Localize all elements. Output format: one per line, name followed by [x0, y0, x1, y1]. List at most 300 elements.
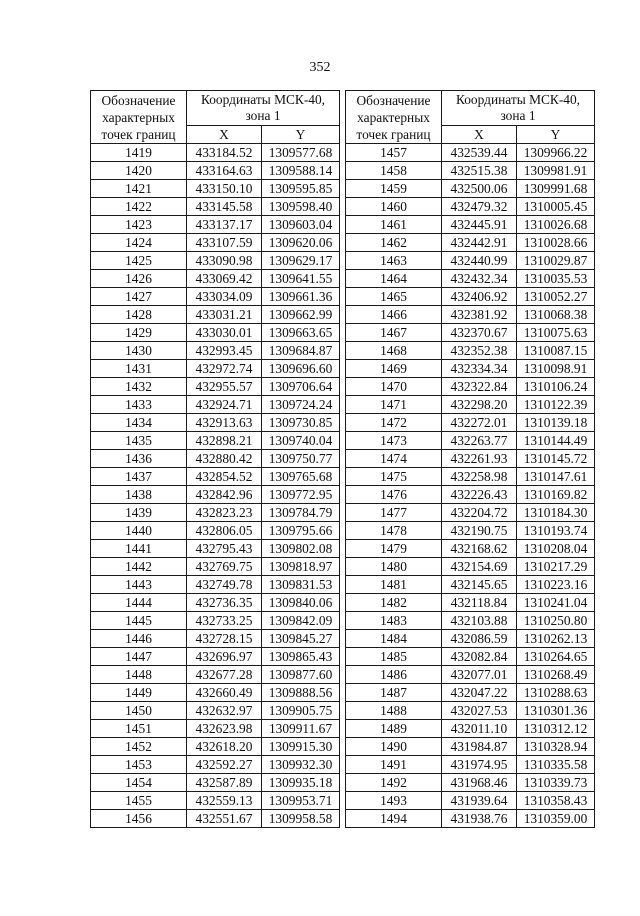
table-row [91, 450, 340, 468]
y-coordinate-cell: 1309629.17 [262, 252, 340, 270]
y-coordinate-cell: 1309588.14 [262, 162, 340, 180]
point-id-cell: 1425 [91, 252, 187, 270]
x-coordinate-cell: 432677.28 [187, 666, 262, 684]
y-coordinate-cell: 1310250.80 [517, 612, 595, 630]
x-coordinate-cell: 432618.20 [187, 738, 262, 756]
x-coordinate-cell: 432226.43 [442, 486, 517, 504]
y-coordinate-cell: 1309958.58 [262, 810, 340, 828]
table-row [91, 360, 340, 378]
point-id-cell: 1441 [91, 540, 187, 558]
y-coordinate-cell: 1310035.53 [517, 270, 595, 288]
table-row [346, 198, 595, 216]
table-row [91, 540, 340, 558]
y-coordinate-cell: 1309842.09 [262, 612, 340, 630]
point-id-cell: 1474 [346, 450, 442, 468]
table-row [91, 774, 340, 792]
y-coordinate-cell: 1309706.64 [262, 378, 340, 396]
x-coordinate-cell: 432086.59 [442, 630, 517, 648]
point-id-cell: 1432 [91, 378, 187, 396]
point-id-cell: 1472 [346, 414, 442, 432]
x-coordinate-cell: 432263.77 [442, 432, 517, 450]
point-id-cell: 1490 [346, 738, 442, 756]
header-label-line1: Обозначение [101, 93, 176, 108]
x-coordinate-cell: 432298.20 [442, 396, 517, 414]
x-coordinate-cell: 432479.32 [442, 198, 517, 216]
y-coordinate-cell: 1309696.60 [262, 360, 340, 378]
table-row [346, 720, 595, 738]
table-row [346, 450, 595, 468]
point-id-cell: 1471 [346, 396, 442, 414]
y-coordinate-cell: 1309905.75 [262, 702, 340, 720]
x-coordinate-cell: 432442.91 [442, 234, 517, 252]
header-label-line3: точек границ [356, 127, 431, 142]
table-row [91, 666, 340, 684]
y-coordinate-cell: 1310262.13 [517, 630, 595, 648]
point-id-cell: 1426 [91, 270, 187, 288]
x-coordinate-cell: 431938.76 [442, 810, 517, 828]
table-row [346, 414, 595, 432]
table-row [346, 468, 595, 486]
table-row [346, 576, 595, 594]
x-coordinate-cell: 432842.96 [187, 486, 262, 504]
y-coordinate-cell: 1310122.39 [517, 396, 595, 414]
table-row [346, 288, 595, 306]
table-row [346, 702, 595, 720]
table-row [346, 306, 595, 324]
x-coordinate-cell: 432381.92 [442, 306, 517, 324]
table-row [91, 612, 340, 630]
y-coordinate-cell: 1309661.36 [262, 288, 340, 306]
y-coordinate-cell: 1310144.49 [517, 432, 595, 450]
y-coordinate-cell: 1309730.85 [262, 414, 340, 432]
point-id-cell: 1484 [346, 630, 442, 648]
x-coordinate-cell: 432500.06 [442, 180, 517, 198]
y-coordinate-cell: 1309991.68 [517, 180, 595, 198]
point-id-cell: 1493 [346, 792, 442, 810]
table-row [346, 378, 595, 396]
point-id-cell: 1486 [346, 666, 442, 684]
x-coordinate-cell: 432440.99 [442, 252, 517, 270]
point-id-cell: 1437 [91, 468, 187, 486]
y-coordinate-cell: 1310068.38 [517, 306, 595, 324]
x-coordinate-cell: 432258.98 [442, 468, 517, 486]
point-id-cell: 1421 [91, 180, 187, 198]
point-id-cell: 1446 [91, 630, 187, 648]
point-id-cell: 1477 [346, 504, 442, 522]
point-id-cell: 1491 [346, 756, 442, 774]
point-id-cell: 1440 [91, 522, 187, 540]
y-coordinate-cell: 1309684.87 [262, 342, 340, 360]
table-row [91, 594, 340, 612]
table-row [91, 216, 340, 234]
table-row [91, 270, 340, 288]
table-row [346, 180, 595, 198]
x-coordinate-cell: 432515.38 [442, 162, 517, 180]
x-coordinate-cell: 432047.22 [442, 684, 517, 702]
table-row [91, 432, 340, 450]
table-row [91, 396, 340, 414]
table-row [91, 234, 340, 252]
y-coordinate-cell: 1309663.65 [262, 324, 340, 342]
point-designation-header [346, 91, 442, 144]
x-coordinate-cell: 431974.95 [442, 756, 517, 774]
point-id-cell: 1476 [346, 486, 442, 504]
x-coordinate-cell: 432551.67 [187, 810, 262, 828]
point-id-cell: 1483 [346, 612, 442, 630]
x-coordinate-cell: 432924.71 [187, 396, 262, 414]
y-coordinate-cell: 1310147.61 [517, 468, 595, 486]
table-row [91, 180, 340, 198]
point-id-cell: 1462 [346, 234, 442, 252]
coords-header-line2: зона 1 [500, 108, 536, 124]
table-row [346, 540, 595, 558]
point-id-cell: 1451 [91, 720, 187, 738]
y-coordinate-cell: 1310264.65 [517, 648, 595, 666]
y-coordinate-cell: 1310139.18 [517, 414, 595, 432]
y-coordinate-cell: 1310217.29 [517, 558, 595, 576]
point-id-cell: 1488 [346, 702, 442, 720]
table-row [346, 252, 595, 270]
x-coordinate-cell: 432880.42 [187, 450, 262, 468]
table-row [91, 756, 340, 774]
point-id-cell: 1460 [346, 198, 442, 216]
y-coordinate-cell: 1310268.49 [517, 666, 595, 684]
x-coordinate-cell: 433069.42 [187, 270, 262, 288]
x-coordinate-cell: 432352.38 [442, 342, 517, 360]
point-id-cell: 1439 [91, 504, 187, 522]
y-coordinate-cell: 1309877.60 [262, 666, 340, 684]
y-coordinate-cell: 1309966.22 [517, 144, 595, 162]
point-id-cell: 1420 [91, 162, 187, 180]
table-row [91, 504, 340, 522]
x-coordinate-cell: 432082.84 [442, 648, 517, 666]
x-coordinate-cell: 432955.57 [187, 378, 262, 396]
point-id-cell: 1470 [346, 378, 442, 396]
x-coordinate-cell: 433090.98 [187, 252, 262, 270]
y-coordinate-cell: 1310075.63 [517, 324, 595, 342]
x-coordinate-cell: 432154.69 [442, 558, 517, 576]
y-coordinate-cell: 1310184.30 [517, 504, 595, 522]
x-coordinate-cell: 432769.75 [187, 558, 262, 576]
y-coordinate-cell: 1309740.04 [262, 432, 340, 450]
table-row [346, 144, 595, 162]
y-coordinate-cell: 1309750.77 [262, 450, 340, 468]
y-coordinate-cell: 1309818.97 [262, 558, 340, 576]
y-coordinate-cell: 1310335.58 [517, 756, 595, 774]
point-id-cell: 1492 [346, 774, 442, 792]
table-row [346, 756, 595, 774]
y-coordinate-cell: 1310358.43 [517, 792, 595, 810]
x-coordinate-cell: 433030.01 [187, 324, 262, 342]
table-row [346, 666, 595, 684]
x-coordinate-cell: 432077.01 [442, 666, 517, 684]
x-coordinate-cell: 432406.92 [442, 288, 517, 306]
point-id-cell: 1459 [346, 180, 442, 198]
x-coordinate-cell: 433031.21 [187, 306, 262, 324]
x-coordinate-cell: 432913.63 [187, 414, 262, 432]
table-row [346, 630, 595, 648]
point-id-cell: 1464 [346, 270, 442, 288]
y-column-header: Y [517, 126, 595, 144]
y-coordinate-cell: 1309911.67 [262, 720, 340, 738]
point-id-cell: 1480 [346, 558, 442, 576]
table-row [346, 774, 595, 792]
x-coordinate-cell: 432103.88 [442, 612, 517, 630]
y-coordinate-cell: 1310208.04 [517, 540, 595, 558]
point-id-cell: 1469 [346, 360, 442, 378]
point-id-cell: 1494 [346, 810, 442, 828]
point-id-cell: 1478 [346, 522, 442, 540]
coordinates-header [442, 91, 595, 126]
point-id-cell: 1445 [91, 612, 187, 630]
table-row [91, 522, 340, 540]
table-row [91, 558, 340, 576]
table-row [346, 216, 595, 234]
x-coordinate-cell: 432559.13 [187, 792, 262, 810]
point-id-cell: 1422 [91, 198, 187, 216]
table-row [91, 468, 340, 486]
point-id-cell: 1449 [91, 684, 187, 702]
point-id-cell: 1430 [91, 342, 187, 360]
y-column-header: Y [262, 126, 340, 144]
y-coordinate-cell: 1310028.66 [517, 234, 595, 252]
table-row [91, 810, 340, 828]
table-row [346, 342, 595, 360]
point-id-cell: 1468 [346, 342, 442, 360]
point-id-cell: 1481 [346, 576, 442, 594]
x-coordinate-cell: 432334.34 [442, 360, 517, 378]
x-coordinate-cell: 432027.53 [442, 702, 517, 720]
y-coordinate-cell: 1310312.12 [517, 720, 595, 738]
x-coordinate-cell: 433150.10 [187, 180, 262, 198]
table-row [91, 144, 340, 162]
table-row [91, 630, 340, 648]
table-row [346, 324, 595, 342]
x-coordinate-cell: 432432.34 [442, 270, 517, 288]
table-row [346, 504, 595, 522]
table-row [91, 414, 340, 432]
y-coordinate-cell: 1309595.85 [262, 180, 340, 198]
y-coordinate-cell: 1310087.15 [517, 342, 595, 360]
table-row [91, 702, 340, 720]
table-row [346, 234, 595, 252]
y-coordinate-cell: 1310288.63 [517, 684, 595, 702]
point-id-cell: 1461 [346, 216, 442, 234]
y-coordinate-cell: 1309795.66 [262, 522, 340, 540]
y-coordinate-cell: 1310193.74 [517, 522, 595, 540]
table-row [91, 342, 340, 360]
table-row [346, 648, 595, 666]
point-designation-header [91, 91, 187, 144]
point-id-cell: 1465 [346, 288, 442, 306]
table-row [346, 486, 595, 504]
point-id-cell: 1424 [91, 234, 187, 252]
point-id-cell: 1463 [346, 252, 442, 270]
y-coordinate-cell: 1309784.79 [262, 504, 340, 522]
x-coordinate-cell: 432587.89 [187, 774, 262, 792]
y-coordinate-cell: 1309724.24 [262, 396, 340, 414]
point-id-cell: 1485 [346, 648, 442, 666]
table-row [346, 594, 595, 612]
y-coordinate-cell: 1309845.27 [262, 630, 340, 648]
point-id-cell: 1467 [346, 324, 442, 342]
x-coordinate-cell: 432806.05 [187, 522, 262, 540]
point-id-cell: 1466 [346, 306, 442, 324]
x-coordinate-cell: 432370.67 [442, 324, 517, 342]
x-coordinate-cell: 432539.44 [442, 144, 517, 162]
y-coordinate-cell: 1309641.55 [262, 270, 340, 288]
y-coordinate-cell: 1309932.30 [262, 756, 340, 774]
point-id-cell: 1429 [91, 324, 187, 342]
table-row [91, 162, 340, 180]
point-id-cell: 1427 [91, 288, 187, 306]
header-label-line3: точек границ [101, 127, 176, 142]
y-coordinate-cell: 1309935.18 [262, 774, 340, 792]
x-coordinate-cell: 432898.21 [187, 432, 262, 450]
y-coordinate-cell: 1310241.04 [517, 594, 595, 612]
point-id-cell: 1458 [346, 162, 442, 180]
y-coordinate-cell: 1310169.82 [517, 486, 595, 504]
x-coordinate-cell: 431939.64 [442, 792, 517, 810]
coords-header-line1: Координаты МСК-40, [455, 92, 581, 108]
x-coordinate-cell: 432696.97 [187, 648, 262, 666]
x-coordinate-cell: 432733.25 [187, 612, 262, 630]
point-id-cell: 1442 [91, 558, 187, 576]
y-coordinate-cell: 1310301.36 [517, 702, 595, 720]
y-coordinate-cell: 1309981.91 [517, 162, 595, 180]
point-id-cell: 1453 [91, 756, 187, 774]
point-id-cell: 1489 [346, 720, 442, 738]
y-coordinate-cell: 1310223.16 [517, 576, 595, 594]
point-id-cell: 1473 [346, 432, 442, 450]
table-row [346, 738, 595, 756]
point-id-cell: 1452 [91, 738, 187, 756]
point-id-cell: 1428 [91, 306, 187, 324]
point-id-cell: 1456 [91, 810, 187, 828]
x-coordinate-cell: 433164.63 [187, 162, 262, 180]
table-row [346, 360, 595, 378]
table-row [346, 522, 595, 540]
x-coordinate-cell: 432736.35 [187, 594, 262, 612]
x-coordinate-cell: 433137.17 [187, 216, 262, 234]
point-id-cell: 1434 [91, 414, 187, 432]
table-row [346, 684, 595, 702]
point-id-cell: 1450 [91, 702, 187, 720]
point-id-cell: 1475 [346, 468, 442, 486]
x-coordinate-cell: 432749.78 [187, 576, 262, 594]
header-label-line2: характерных [357, 110, 430, 125]
table-row [346, 558, 595, 576]
y-coordinate-cell: 1309915.30 [262, 738, 340, 756]
x-coordinate-cell: 432993.45 [187, 342, 262, 360]
x-coordinate-cell: 432728.15 [187, 630, 262, 648]
point-id-cell: 1448 [91, 666, 187, 684]
point-id-cell: 1419 [91, 144, 187, 162]
y-coordinate-cell: 1309620.06 [262, 234, 340, 252]
point-id-cell: 1455 [91, 792, 187, 810]
x-coordinate-cell: 432445.91 [442, 216, 517, 234]
point-id-cell: 1423 [91, 216, 187, 234]
table-row [346, 432, 595, 450]
y-coordinate-cell: 1309831.53 [262, 576, 340, 594]
point-id-cell: 1443 [91, 576, 187, 594]
table-row [346, 792, 595, 810]
x-coordinate-cell: 432592.27 [187, 756, 262, 774]
header-label-line2: характерных [102, 110, 175, 125]
x-coordinate-cell: 432854.52 [187, 468, 262, 486]
point-id-cell: 1447 [91, 648, 187, 666]
y-coordinate-cell: 1310029.87 [517, 252, 595, 270]
table-row [346, 810, 595, 828]
coordinates-table-right [345, 90, 595, 828]
y-coordinate-cell: 1309802.08 [262, 540, 340, 558]
y-coordinate-cell: 1309603.04 [262, 216, 340, 234]
table-row [91, 378, 340, 396]
y-coordinate-cell: 1310359.00 [517, 810, 595, 828]
table-row [346, 270, 595, 288]
point-id-cell: 1436 [91, 450, 187, 468]
y-coordinate-cell: 1310328.94 [517, 738, 595, 756]
y-coordinate-cell: 1310098.91 [517, 360, 595, 378]
y-coordinate-cell: 1309865.43 [262, 648, 340, 666]
point-id-cell: 1482 [346, 594, 442, 612]
point-id-cell: 1454 [91, 774, 187, 792]
table-row [91, 306, 340, 324]
y-coordinate-cell: 1309662.99 [262, 306, 340, 324]
coords-header-line2: зона 1 [245, 108, 281, 124]
table-row [91, 792, 340, 810]
y-coordinate-cell: 1309772.95 [262, 486, 340, 504]
x-coordinate-cell: 432011.10 [442, 720, 517, 738]
table-row [91, 252, 340, 270]
table-row [91, 324, 340, 342]
point-id-cell: 1457 [346, 144, 442, 162]
table-row [91, 198, 340, 216]
coords-header-line1: Координаты МСК-40, [200, 92, 326, 108]
table-row [91, 684, 340, 702]
table-row [91, 738, 340, 756]
table-row [91, 576, 340, 594]
x-coordinate-cell: 432322.84 [442, 378, 517, 396]
point-id-cell: 1479 [346, 540, 442, 558]
point-id-cell: 1435 [91, 432, 187, 450]
y-coordinate-cell: 1310145.72 [517, 450, 595, 468]
x-coordinate-cell: 431984.87 [442, 738, 517, 756]
x-coordinate-cell: 432168.62 [442, 540, 517, 558]
x-coordinate-cell: 432145.65 [442, 576, 517, 594]
y-coordinate-cell: 1309953.71 [262, 792, 340, 810]
table-row [91, 720, 340, 738]
x-coordinate-cell: 432261.93 [442, 450, 517, 468]
table-row [91, 486, 340, 504]
x-coordinate-cell: 432632.97 [187, 702, 262, 720]
y-coordinate-cell: 1309577.68 [262, 144, 340, 162]
x-coordinate-cell: 432118.84 [442, 594, 517, 612]
y-coordinate-cell: 1310026.68 [517, 216, 595, 234]
point-id-cell: 1487 [346, 684, 442, 702]
point-id-cell: 1444 [91, 594, 187, 612]
x-coordinate-cell: 433034.09 [187, 288, 262, 306]
y-coordinate-cell: 1310106.24 [517, 378, 595, 396]
coordinates-table-left [90, 90, 340, 828]
table-row [91, 288, 340, 306]
point-id-cell: 1438 [91, 486, 187, 504]
y-coordinate-cell: 1310339.73 [517, 774, 595, 792]
x-coordinate-cell: 432823.23 [187, 504, 262, 522]
coordinates-header [187, 91, 340, 126]
x-column-header: X [187, 126, 262, 144]
y-coordinate-cell: 1309598.40 [262, 198, 340, 216]
